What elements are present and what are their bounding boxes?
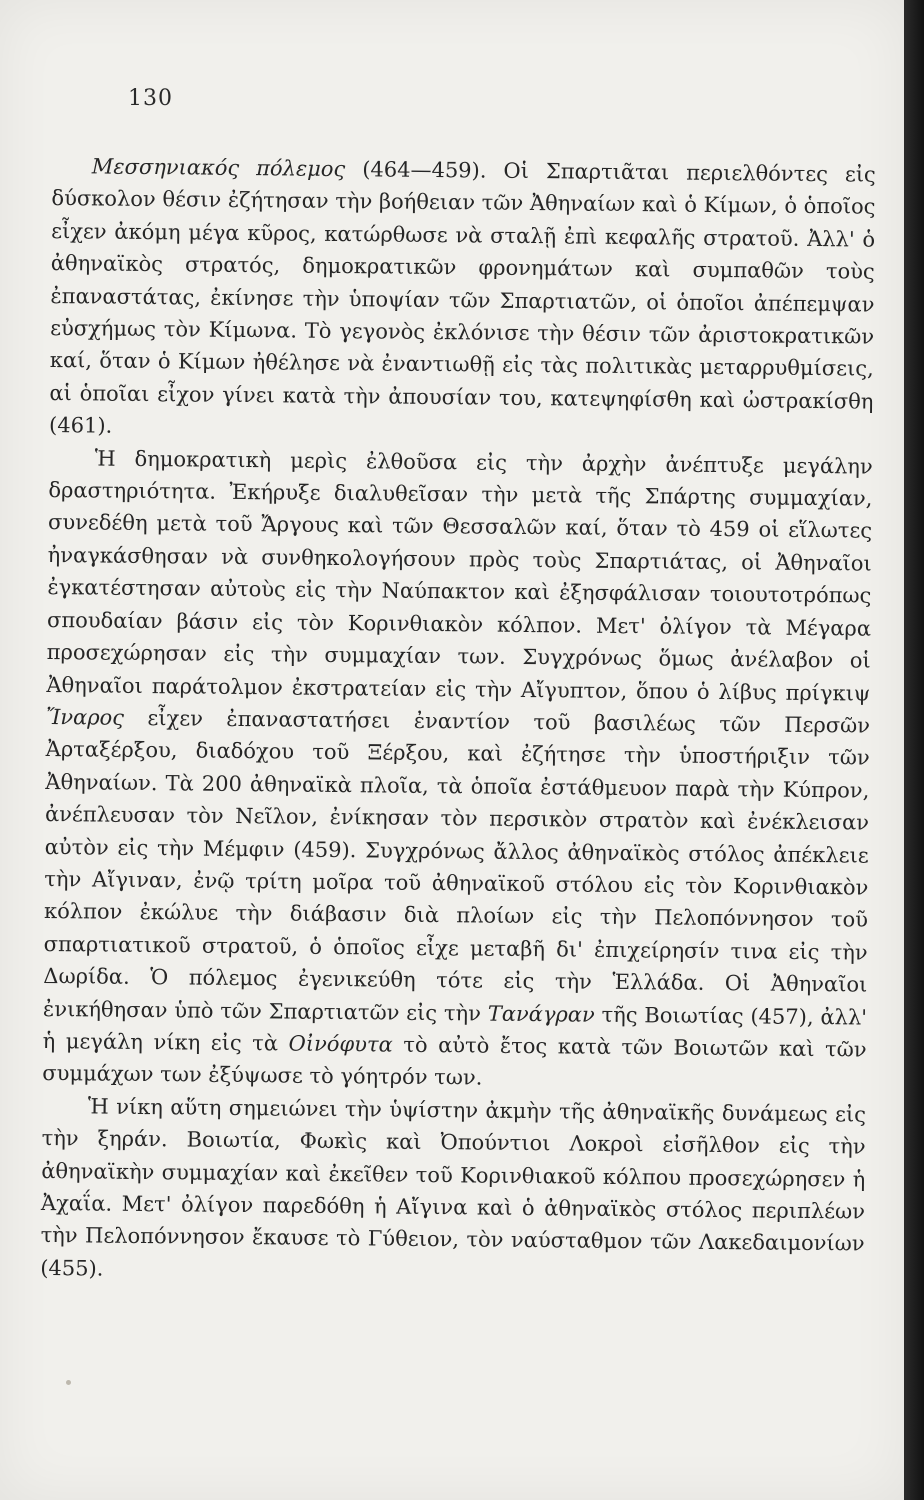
italic-name-inaros: Ἴναρος (45, 704, 125, 730)
page-edge-shadow (904, 0, 924, 1500)
italic-place-oinophyta: Οἰνόφυτα (288, 1031, 393, 1057)
paper-speck (66, 1380, 71, 1385)
paragraph-text: τὸ αὐτὸ ἔτος κατὰ τῶν Βοιωτῶν καὶ τῶν συμμάχων των ἐξύψωσε τὸ γόητρόν των. (42, 1032, 867, 1090)
paragraph-text: Ἡ νίκη αὕτη σημειώνει τὴν ὑψίστην ἀκμὴν τῆς ἀθηναϊκῆς δυνάμεως εἰς τὴν ξηράν. Βοιωτία, Φωκὶς καὶ Ὀπούντιοι Λοκροὶ εἰσῆλθον εἰς τὴν ἀθηναϊκὴν συμμαχίαν καὶ ἐκεῖθεν τοῦ Κορινθιακοῦ κόλπου προσεχώρησεν ἡ Ἀχαΐα. Μετ' ὀλίγον παρεδόθη ἡ Αἴγινα καὶ ὁ ἀθηναϊκὸς στόλος περιπλέων τὴν Πελοπόννησον ἔκαυσε τὸ Γύθειον, τὸν ναύσταθμον τῶν Λακεδαιμονίων (455). (40, 1094, 867, 1281)
paragraph-democratic-party (42, 442, 873, 1099)
paragraph-text: τῆς Βοιωτίας (457), ἀλλ' ἡ μεγάλη νίκη εἰς τὰ (42, 1002, 868, 1056)
paragraph-text: Ἡ δημοκρατικὴ μερὶς ἐλθοῦσα εἰς τὴν ἀρχὴν ἀνέπτυξε μεγάλην δραστηριότητα. Ἐκήρυξε διαλυθεῖσαν τὴν μετὰ τῆς Σπάρτης συμμαχίαν, συνεδέθη μετὰ τοῦ Ἄργους καὶ τῶν Θεσσαλῶν καί, ὅταν τὸ 459 οἱ εἵλωτες ἠναγκάσθησαν νὰ συνθηκολογήσουν πρὸς τοὺς Σπαρτιάτας, οἱ Ἀθηναῖοι ἐγκατέστησαν αὐτοὺς εἰς τὴν Ναύπακτον καὶ ἐξησφάλισαν τοιουτοτρόπως σπουδαίαν βάσιν εἰς τὸν Κορινθιακὸν κόλπον. Μετ' ὀλίγον τὰ Μέγαρα προσεχώρησαν εἰς τὴν συμμαχίαν των. Συγχρόνως ὅμως ἀνέλαβον οἱ Ἀθηναῖοι παράτολμον ἐκστρατείαν εἰς τὴν Αἴγυπτον, ὅπου ὁ λίβυς πρίγκιψ (46, 446, 873, 706)
page-number: 130 (128, 86, 173, 111)
italic-place-tanagra: Τανάγραν (487, 1001, 595, 1027)
paragraph-peak-power (40, 1090, 866, 1293)
paragraph-messenian-war (49, 150, 876, 450)
paragraph-text: (464—459). Οἱ Σπαρτιᾶται περιελθόντες εἰς δύσκολον θέσιν ἐζήτησαν τὴν βοήθειαν τῶν Ἀθηναίων καὶ ὁ Κίμων, ὁ ὁποῖος εἶχεν ἀκόμη μέγα κῦρος, κατώρθωσε νὰ σταλῇ ἐπὶ κεφαλῆς στρατοῦ. Ἀλλ' ὁ ἀθηναϊκὸς στρατός, δημοκρατικῶν φρονημάτων καὶ συμπαθῶν τοὺς ἐπαναστάτας, ἐκίνησε τὴν ὑποψίαν τῶν Σπαρτιατῶν, οἱ ὁποῖοι ἀπέπεμψαν εὐσχήμως τὸν Κίμωνα. Τὸ γεγονὸς ἐκλόνισε τὴν θέσιν τῶν ἀριστοκρατικῶν καί, ὅταν ὁ Κίμων ἠθέλησε νὰ ἐναντιωθῇ εἰς τὰς πολιτικὰς μεταρρυθμίσεις, αἱ ὁποῖαι εἶχον γίνει κατὰ τὴν ἀπουσίαν του, κατεψηφίσθη καὶ ὠστρακίσθη (461). (48, 157, 876, 438)
text-body (40, 150, 876, 1293)
italic-heading: Μεσσηνιακός πόλεμος (91, 154, 346, 182)
paragraph-text: εἶχεν ἐπαναστατήσει ἐναντίον τοῦ βασιλέως τῶν Περσῶν Ἀρταξέρξου, διαδόχου τοῦ Ξέρξου, καὶ ἐζήτησε τὴν ὑποστήριξιν τῶν Ἀθηναίων. Τὰ 200 ἀθηναϊκὰ πλοῖα, τὰ ὁποῖα ἐστάθμευον παρὰ τὴν Κύπρον, ἀνέπλευσαν τὸν Νεῖλον, ἐνίκησαν τὸν περσικὸν στρατὸν καὶ ἐνέκλεισαν αὐτὸν εἰς τὴν Μέμφιν (459). Συγχρόνως ἄλλος ἀθηναϊκὸς στόλος ἀπέκλειε τὴν Αἴγιναν, ἐνῷ τρίτη μοῖρα τοῦ ἀθηναϊκοῦ στόλου εἰς τὸν Κορινθιακὸν κόλπον ἐκώλυε τὴν διάβασιν διὰ πλοίων εἰς τὴν Πελοπόννησον τοῦ σπαρτιατικοῦ στρατοῦ, ὁ ὁποῖος εἶχε μεταβῆ δι' ἐπιχείρησίν τινα εἰς τὴν Δωρίδα. Ὁ πόλεμος ἐγενικεύθη τότε εἰς τὴν Ἑλλάδα. Οἱ Ἀθηναῖοι ἐνικήθησαν ὑπὸ τῶν Σπαρτιατῶν εἰς τὴν (42, 705, 871, 1026)
